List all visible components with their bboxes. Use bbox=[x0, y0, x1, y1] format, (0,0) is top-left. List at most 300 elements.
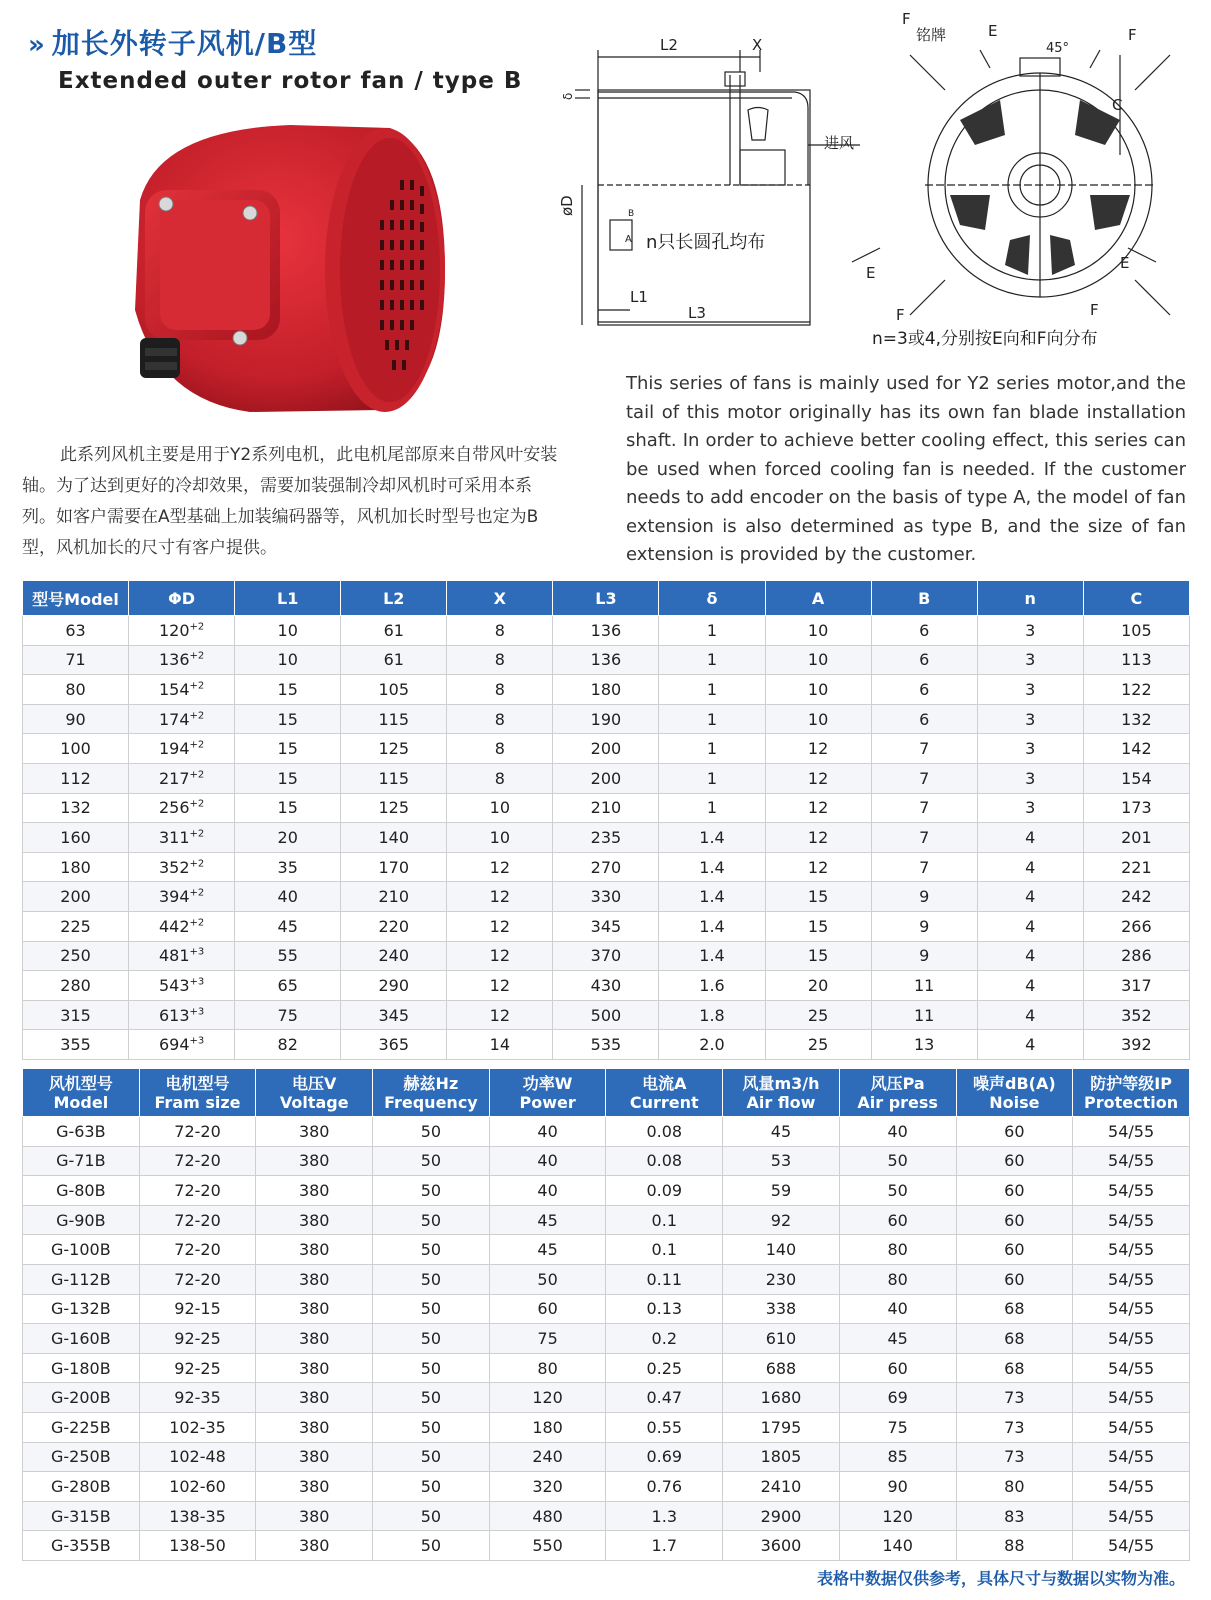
cell-protection: 54/55 bbox=[1073, 1176, 1190, 1206]
cell-air-flow: 1795 bbox=[723, 1412, 840, 1442]
col-l1: L1 bbox=[235, 581, 341, 616]
label-inlet: 进风 bbox=[824, 134, 855, 152]
cell-current: 0.09 bbox=[606, 1176, 723, 1206]
cell-air-flow: 230 bbox=[723, 1264, 840, 1294]
cell-delta: 1.4 bbox=[659, 911, 765, 941]
col-fan-model bbox=[23, 1069, 140, 1117]
cell-model: 112 bbox=[23, 763, 129, 793]
cell-air-flow: 2900 bbox=[723, 1501, 840, 1531]
col-diameter: ΦD bbox=[129, 581, 235, 616]
cell-c: 352 bbox=[1083, 1000, 1189, 1030]
performance-table-row bbox=[23, 1235, 1190, 1265]
diameter-tolerance: +2 bbox=[189, 858, 205, 870]
cell-air-press: 50 bbox=[839, 1146, 956, 1176]
cell-frame-size: 72-20 bbox=[139, 1146, 256, 1176]
performance-table-row bbox=[23, 1205, 1190, 1235]
diameter-tolerance: +2 bbox=[189, 621, 205, 633]
cell-frequency: 50 bbox=[373, 1205, 490, 1235]
col-noise-cn: 噪声dB(A) bbox=[973, 1073, 1056, 1093]
cell-l2: 61 bbox=[341, 616, 447, 646]
cell-fan-model: G-225B bbox=[23, 1412, 140, 1442]
cell-x: 12 bbox=[447, 882, 553, 912]
cell-n: 3 bbox=[977, 704, 1083, 734]
cell-n: 4 bbox=[977, 1000, 1083, 1030]
label-nameplate: 铭牌 bbox=[916, 26, 947, 44]
dimension-table bbox=[22, 580, 1190, 1060]
cell-l1: 55 bbox=[235, 941, 341, 971]
cell-frequency: 50 bbox=[373, 1235, 490, 1265]
cell-frequency: 50 bbox=[373, 1176, 490, 1206]
cell-diameter bbox=[129, 941, 235, 971]
cell-l1: 75 bbox=[235, 1000, 341, 1030]
cell-x: 8 bbox=[447, 763, 553, 793]
cell-voltage: 380 bbox=[256, 1146, 373, 1176]
label-e-top: E bbox=[988, 22, 998, 40]
cell-air-flow: 3600 bbox=[723, 1531, 840, 1561]
cell-air-flow: 610 bbox=[723, 1324, 840, 1354]
cell-power: 480 bbox=[489, 1501, 606, 1531]
cell-air-flow: 140 bbox=[723, 1235, 840, 1265]
dimension-table-row bbox=[23, 852, 1190, 882]
footnote: 表格中数据仅供参考，具体尺寸与数据以实物为准。 bbox=[816, 1569, 1185, 1588]
cell-n: 3 bbox=[977, 616, 1083, 646]
cell-delta: 1 bbox=[659, 793, 765, 823]
cell-l2: 290 bbox=[341, 971, 447, 1001]
label-delta: δ bbox=[561, 92, 575, 100]
cell-a: 12 bbox=[765, 793, 871, 823]
cell-model: 80 bbox=[23, 675, 129, 705]
cell-frequency: 50 bbox=[373, 1117, 490, 1147]
cell-fan-model: G-160B bbox=[23, 1324, 140, 1354]
cell-voltage: 380 bbox=[256, 1472, 373, 1502]
diameter-tolerance: +2 bbox=[189, 651, 205, 663]
cell-n: 3 bbox=[977, 734, 1083, 764]
col-frame-size bbox=[139, 1069, 256, 1117]
cell-c: 122 bbox=[1083, 675, 1189, 705]
cell-c: 113 bbox=[1083, 645, 1189, 675]
cell-air-press: 75 bbox=[839, 1412, 956, 1442]
cell-b: 7 bbox=[871, 763, 977, 793]
col-current-en: Current bbox=[629, 1092, 699, 1112]
description-en: This series of fans is mainly used for Y2 series motor,and the tail of this motor originally has its own fan blade installation shaft. In order to achieve better cooling effect, this series can be used when forced cooling fan is needed. If the customer needs to add encoder on the basis of type A, the model of fan extension is also determined as type B, and the size of fan extension is provided by the customer. bbox=[626, 373, 1186, 565]
cell-voltage: 380 bbox=[256, 1205, 373, 1235]
cell-protection: 54/55 bbox=[1073, 1383, 1190, 1413]
cell-diameter bbox=[129, 793, 235, 823]
cell-noise: 68 bbox=[956, 1353, 1073, 1383]
cell-n: 4 bbox=[977, 941, 1083, 971]
cell-power: 60 bbox=[489, 1294, 606, 1324]
cell-air-flow: 59 bbox=[723, 1176, 840, 1206]
cell-power: 240 bbox=[489, 1442, 606, 1472]
dimension-diagram bbox=[558, 10, 1180, 360]
cell-b: 9 bbox=[871, 911, 977, 941]
dimension-table-row bbox=[23, 763, 1190, 793]
cell-x: 12 bbox=[447, 852, 553, 882]
cell-frame-size: 92-25 bbox=[139, 1353, 256, 1383]
dimension-table-row bbox=[23, 645, 1190, 675]
cell-delta: 2.0 bbox=[659, 1030, 765, 1060]
dimension-table-row bbox=[23, 911, 1190, 941]
label-od: øD bbox=[558, 195, 576, 216]
diameter-value: 174 bbox=[158, 709, 190, 729]
cell-l3: 535 bbox=[553, 1030, 659, 1060]
diameter-value: 194 bbox=[158, 739, 190, 759]
cell-fan-model: G-250B bbox=[23, 1442, 140, 1472]
diameter-value: 613 bbox=[158, 1005, 190, 1025]
cell-l2: 365 bbox=[341, 1030, 447, 1060]
cell-protection: 54/55 bbox=[1073, 1235, 1190, 1265]
cell-frequency: 50 bbox=[373, 1264, 490, 1294]
cell-l1: 15 bbox=[235, 734, 341, 764]
cell-air-press: 140 bbox=[839, 1531, 956, 1561]
cell-l3: 180 bbox=[553, 675, 659, 705]
cell-x: 8 bbox=[447, 616, 553, 646]
cell-voltage: 380 bbox=[256, 1324, 373, 1354]
cell-frequency: 50 bbox=[373, 1146, 490, 1176]
col-fan-model-cn: 风机型号 bbox=[48, 1073, 113, 1093]
cell-c: 154 bbox=[1083, 763, 1189, 793]
col-fan-model-en: Model bbox=[53, 1092, 109, 1112]
cell-delta: 1.4 bbox=[659, 882, 765, 912]
cell-delta: 1 bbox=[659, 734, 765, 764]
cell-delta: 1.4 bbox=[659, 852, 765, 882]
cell-x: 12 bbox=[447, 941, 553, 971]
cell-l2: 345 bbox=[341, 1000, 447, 1030]
cell-noise: 60 bbox=[956, 1235, 1073, 1265]
cell-model: 315 bbox=[23, 1000, 129, 1030]
cell-frame-size: 72-20 bbox=[139, 1205, 256, 1235]
col-power-en: Power bbox=[519, 1092, 576, 1112]
col-noise-en: Noise bbox=[989, 1092, 1040, 1112]
cell-model: 200 bbox=[23, 882, 129, 912]
cell-n: 4 bbox=[977, 823, 1083, 853]
diagram-caption: n=3或4,分别按E向和F向分布 bbox=[872, 329, 1098, 349]
performance-table-row bbox=[23, 1442, 1190, 1472]
cell-model: 180 bbox=[23, 852, 129, 882]
label-angle: 45° bbox=[1046, 41, 1070, 56]
cell-air-flow: 45 bbox=[723, 1117, 840, 1147]
cell-air-press: 120 bbox=[839, 1501, 956, 1531]
cell-voltage: 380 bbox=[256, 1294, 373, 1324]
diameter-value: 352 bbox=[158, 857, 190, 877]
diameter-value: 256 bbox=[158, 798, 190, 818]
performance-table-row bbox=[23, 1472, 1190, 1502]
cell-power: 45 bbox=[489, 1235, 606, 1265]
cell-current: 0.47 bbox=[606, 1383, 723, 1413]
col-frequency-cn: 赫兹Hz bbox=[403, 1073, 459, 1093]
col-air-press bbox=[839, 1069, 956, 1117]
cell-air-flow: 1680 bbox=[723, 1383, 840, 1413]
cell-a: 10 bbox=[765, 675, 871, 705]
cell-voltage: 380 bbox=[256, 1353, 373, 1383]
performance-table-row bbox=[23, 1383, 1190, 1413]
cell-current: 1.3 bbox=[606, 1501, 723, 1531]
cell-model: 71 bbox=[23, 645, 129, 675]
cell-model: 250 bbox=[23, 941, 129, 971]
cell-power: 550 bbox=[489, 1531, 606, 1561]
cell-l1: 20 bbox=[235, 823, 341, 853]
cell-x: 10 bbox=[447, 793, 553, 823]
col-air-flow-cn: 风量m3/h bbox=[742, 1073, 820, 1093]
cell-model: 280 bbox=[23, 971, 129, 1001]
diameter-tolerance: +3 bbox=[189, 976, 205, 988]
cell-noise: 73 bbox=[956, 1442, 1073, 1472]
diameter-tolerance: +3 bbox=[189, 947, 205, 958]
cell-protection: 54/55 bbox=[1073, 1412, 1190, 1442]
dimension-table-row bbox=[23, 616, 1190, 646]
cell-x: 14 bbox=[447, 1030, 553, 1060]
cell-noise: 60 bbox=[956, 1264, 1073, 1294]
cell-delta: 1.6 bbox=[659, 971, 765, 1001]
cell-b: 6 bbox=[871, 616, 977, 646]
dimension-table-row bbox=[23, 793, 1190, 823]
diameter-tolerance: +2 bbox=[189, 887, 205, 899]
cell-air-flow: 2410 bbox=[723, 1472, 840, 1502]
cell-c: 221 bbox=[1083, 852, 1189, 882]
diameter-tolerance: +3 bbox=[189, 1006, 205, 1018]
cell-x: 12 bbox=[447, 911, 553, 941]
cell-l2: 115 bbox=[341, 763, 447, 793]
performance-table-row bbox=[23, 1531, 1190, 1561]
cell-frame-size: 92-15 bbox=[139, 1294, 256, 1324]
col-power-cn: 功率W bbox=[522, 1073, 573, 1093]
col-voltage-en: Voltage bbox=[279, 1092, 349, 1112]
col-air-press-en: Air press bbox=[857, 1092, 938, 1112]
cell-diameter bbox=[129, 1000, 235, 1030]
cell-model: 100 bbox=[23, 734, 129, 764]
cell-a: 12 bbox=[765, 852, 871, 882]
cell-noise: 73 bbox=[956, 1383, 1073, 1413]
performance-table-row bbox=[23, 1146, 1190, 1176]
cell-noise: 60 bbox=[956, 1117, 1073, 1147]
label-e-left: E bbox=[866, 264, 876, 282]
cell-delta: 1 bbox=[659, 675, 765, 705]
col-noise bbox=[956, 1069, 1073, 1117]
diameter-tolerance: +2 bbox=[189, 917, 205, 929]
performance-table-header bbox=[23, 1069, 1190, 1117]
diameter-value: 154 bbox=[158, 679, 190, 699]
cell-l1: 15 bbox=[235, 793, 341, 823]
cell-delta: 1 bbox=[659, 763, 765, 793]
performance-table-row bbox=[23, 1324, 1190, 1354]
col-c: C bbox=[1083, 581, 1189, 616]
col-a: A bbox=[765, 581, 871, 616]
diameter-tolerance: +2 bbox=[189, 680, 205, 692]
label-l1: L1 bbox=[630, 288, 648, 306]
cell-noise: 68 bbox=[956, 1324, 1073, 1354]
cell-current: 0.08 bbox=[606, 1117, 723, 1147]
cell-frame-size: 92-25 bbox=[139, 1324, 256, 1354]
label-x: X bbox=[752, 36, 763, 54]
cell-b: 6 bbox=[871, 645, 977, 675]
cell-noise: 60 bbox=[956, 1146, 1073, 1176]
cell-x: 12 bbox=[447, 1000, 553, 1030]
cell-b: 7 bbox=[871, 734, 977, 764]
cell-a: 12 bbox=[765, 763, 871, 793]
cell-voltage: 380 bbox=[256, 1117, 373, 1147]
cell-diameter bbox=[129, 852, 235, 882]
diameter-value: 311 bbox=[158, 827, 190, 847]
cell-fan-model: G-63B bbox=[23, 1117, 140, 1147]
performance-table-row bbox=[23, 1117, 1190, 1147]
diameter-tolerance: +2 bbox=[189, 739, 205, 751]
cell-b: 7 bbox=[871, 852, 977, 882]
diameter-tolerance: +2 bbox=[189, 769, 205, 781]
cell-diameter bbox=[129, 911, 235, 941]
cell-l1: 15 bbox=[235, 675, 341, 705]
cell-protection: 54/55 bbox=[1073, 1117, 1190, 1147]
col-x: X bbox=[447, 581, 553, 616]
cell-noise: 60 bbox=[956, 1205, 1073, 1235]
label-l2: L2 bbox=[660, 36, 678, 54]
cell-current: 0.76 bbox=[606, 1472, 723, 1502]
chevron-icon: » bbox=[28, 30, 46, 60]
cell-current: 0.2 bbox=[606, 1324, 723, 1354]
cell-air-press: 80 bbox=[839, 1264, 956, 1294]
cell-l1: 15 bbox=[235, 763, 341, 793]
cell-l2: 61 bbox=[341, 645, 447, 675]
cell-protection: 54/55 bbox=[1073, 1324, 1190, 1354]
col-voltage-cn: 电压V bbox=[292, 1073, 337, 1093]
cell-l2: 105 bbox=[341, 675, 447, 705]
diameter-value: 481 bbox=[158, 946, 190, 966]
diameter-tolerance: +3 bbox=[189, 1035, 205, 1047]
cell-voltage: 380 bbox=[256, 1383, 373, 1413]
label-b: B bbox=[628, 209, 635, 219]
cell-fan-model: G-90B bbox=[23, 1205, 140, 1235]
cell-l1: 15 bbox=[235, 704, 341, 734]
cell-l3: 430 bbox=[553, 971, 659, 1001]
cell-frame-size: 138-50 bbox=[139, 1531, 256, 1561]
cell-frequency: 50 bbox=[373, 1383, 490, 1413]
cell-air-flow: 53 bbox=[723, 1146, 840, 1176]
cell-frequency: 50 bbox=[373, 1442, 490, 1472]
cell-l2: 220 bbox=[341, 911, 447, 941]
description-cn: 此系列风机主要是用于Y2系列电机，此电机尾部原来自带风叶安装轴。为了达到更好的冷却效果，需要加装强制冷却风机时可采用本系列。如客户需要在A型基础上加装编码器等，风机加长时型号也定为B型，风机加长的尺寸有客户提供。 bbox=[22, 445, 558, 558]
cell-l2: 210 bbox=[341, 882, 447, 912]
cell-fan-model: G-132B bbox=[23, 1294, 140, 1324]
col-frequency bbox=[373, 1069, 490, 1117]
cell-l2: 170 bbox=[341, 852, 447, 882]
col-frequency-en: Frequency bbox=[384, 1092, 478, 1112]
cell-a: 25 bbox=[765, 1030, 871, 1060]
dimension-table-row bbox=[23, 704, 1190, 734]
cell-frequency: 50 bbox=[373, 1501, 490, 1531]
label-f-top-left: F bbox=[902, 10, 911, 28]
cell-frame-size: 72-20 bbox=[139, 1117, 256, 1147]
cell-model: 160 bbox=[23, 823, 129, 853]
dimension-table-row bbox=[23, 941, 1190, 971]
cell-current: 0.08 bbox=[606, 1146, 723, 1176]
diameter-value: 136 bbox=[158, 650, 190, 670]
cell-c: 105 bbox=[1083, 616, 1189, 646]
cell-l1: 10 bbox=[235, 645, 341, 675]
cell-b: 9 bbox=[871, 882, 977, 912]
label-f-bottom-left: F bbox=[896, 306, 905, 324]
cell-l3: 370 bbox=[553, 941, 659, 971]
cell-frequency: 50 bbox=[373, 1531, 490, 1561]
cell-diameter bbox=[129, 704, 235, 734]
performance-table-row bbox=[23, 1412, 1190, 1442]
cell-frame-size: 72-20 bbox=[139, 1176, 256, 1206]
diameter-value: 394 bbox=[158, 887, 190, 907]
cell-air-flow: 688 bbox=[723, 1353, 840, 1383]
cell-noise: 73 bbox=[956, 1412, 1073, 1442]
label-f-top-right: F bbox=[1128, 26, 1137, 44]
cell-c: 142 bbox=[1083, 734, 1189, 764]
cell-frame-size: 102-35 bbox=[139, 1412, 256, 1442]
diameter-value: 217 bbox=[158, 768, 190, 788]
cell-l3: 200 bbox=[553, 763, 659, 793]
cell-current: 1.7 bbox=[606, 1531, 723, 1561]
cell-frame-size: 72-20 bbox=[139, 1264, 256, 1294]
cell-diameter bbox=[129, 645, 235, 675]
cell-protection: 54/55 bbox=[1073, 1294, 1190, 1324]
cell-power: 75 bbox=[489, 1324, 606, 1354]
col-air-flow-en: Air flow bbox=[746, 1092, 816, 1112]
cell-c: 392 bbox=[1083, 1030, 1189, 1060]
cell-c: 266 bbox=[1083, 911, 1189, 941]
col-frame-size-cn: 电机型号 bbox=[165, 1073, 230, 1093]
cell-air-flow: 338 bbox=[723, 1294, 840, 1324]
cell-l2: 240 bbox=[341, 941, 447, 971]
cell-l2: 125 bbox=[341, 734, 447, 764]
cell-n: 4 bbox=[977, 852, 1083, 882]
cell-frequency: 50 bbox=[373, 1353, 490, 1383]
diameter-value: 442 bbox=[158, 916, 190, 936]
cell-l3: 136 bbox=[553, 616, 659, 646]
cell-noise: 80 bbox=[956, 1472, 1073, 1502]
cell-l1: 40 bbox=[235, 882, 341, 912]
dimension-table-row bbox=[23, 1030, 1190, 1060]
diameter-tolerance: +2 bbox=[189, 710, 205, 722]
cell-delta: 1.4 bbox=[659, 823, 765, 853]
cell-air-press: 50 bbox=[839, 1176, 956, 1206]
col-protection bbox=[1073, 1069, 1190, 1117]
cell-a: 10 bbox=[765, 616, 871, 646]
cell-n: 3 bbox=[977, 763, 1083, 793]
performance-table-row bbox=[23, 1501, 1190, 1531]
cell-diameter bbox=[129, 823, 235, 853]
performance-table-row bbox=[23, 1294, 1190, 1324]
cell-power: 180 bbox=[489, 1412, 606, 1442]
cell-air-press: 40 bbox=[839, 1117, 956, 1147]
cell-b: 13 bbox=[871, 1030, 977, 1060]
cell-a: 12 bbox=[765, 734, 871, 764]
cell-a: 10 bbox=[765, 645, 871, 675]
dimension-table-row bbox=[23, 971, 1190, 1001]
cell-air-press: 80 bbox=[839, 1235, 956, 1265]
cell-protection: 54/55 bbox=[1073, 1501, 1190, 1531]
cell-frequency: 50 bbox=[373, 1294, 490, 1324]
cell-current: 0.55 bbox=[606, 1412, 723, 1442]
cell-n: 4 bbox=[977, 971, 1083, 1001]
cell-c: 173 bbox=[1083, 793, 1189, 823]
cell-frame-size: 92-35 bbox=[139, 1383, 256, 1413]
cell-n: 3 bbox=[977, 793, 1083, 823]
cell-l3: 136 bbox=[553, 645, 659, 675]
col-l2: L2 bbox=[341, 581, 447, 616]
cell-b: 11 bbox=[871, 1000, 977, 1030]
cell-l3: 200 bbox=[553, 734, 659, 764]
cell-model: 132 bbox=[23, 793, 129, 823]
col-n: n bbox=[977, 581, 1083, 616]
cell-air-flow: 1805 bbox=[723, 1442, 840, 1472]
cell-fan-model: G-200B bbox=[23, 1383, 140, 1413]
diameter-tolerance: +2 bbox=[189, 799, 205, 811]
cell-n: 3 bbox=[977, 645, 1083, 675]
col-delta: δ bbox=[659, 581, 765, 616]
